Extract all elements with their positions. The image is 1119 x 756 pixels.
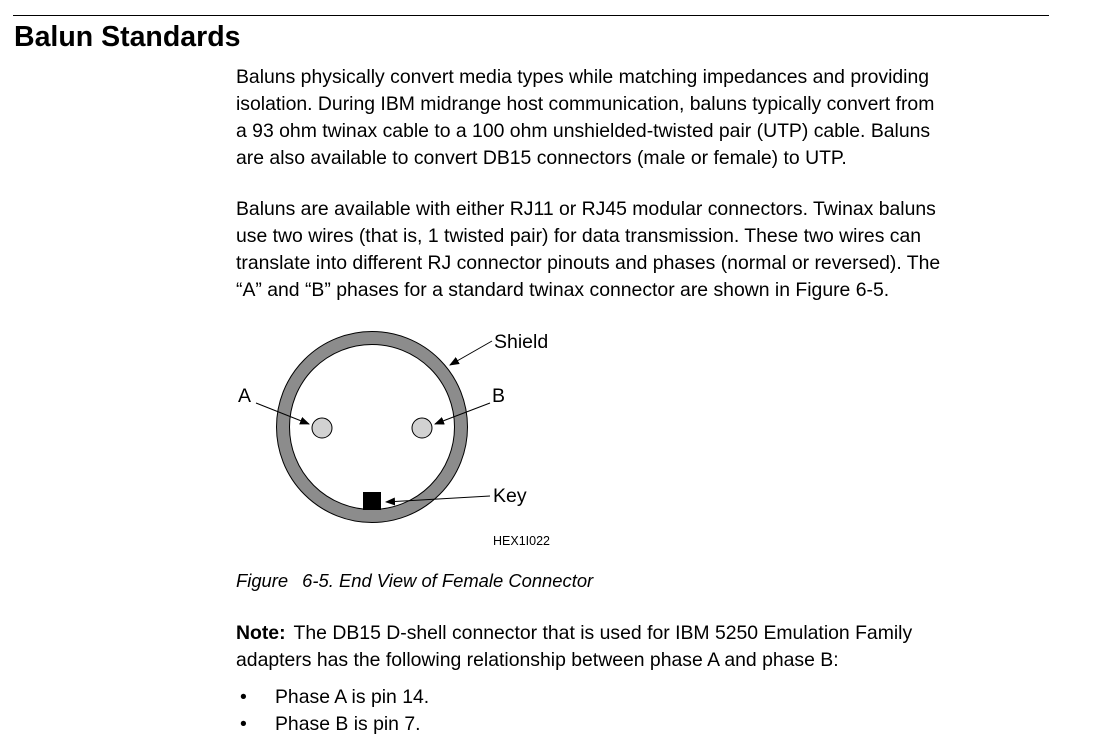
top-divider-rule (13, 15, 1049, 16)
b-label: B (492, 385, 506, 407)
paragraph-line: Baluns are available with either RJ11 or RJ45 modular connectors. Twinax baluns (236, 198, 936, 220)
note-line-text: The DB15 D-shell connector that is used for IBM 5250 Emulation Family (293, 622, 913, 644)
pin-a (312, 418, 332, 438)
paragraph-baluns-connectors (236, 196, 1056, 304)
list-item-text: Phase A is pin 14. (275, 686, 430, 708)
paragraph-line: Baluns physically convert media types while matching impedances and providing (236, 66, 930, 88)
figure-caption (236, 570, 1056, 592)
paragraph-line: translate into different RJ connector pinouts and phases (normal or reversed). The (236, 252, 941, 274)
figure-caption-label: Figure (236, 570, 289, 591)
list-item (236, 711, 1056, 738)
paragraph-line: a 93 ohm twinax cable to a 100 ohm unshielded-twisted pair (UTP) cable. Baluns (236, 120, 931, 142)
paragraph-line: use two wires (that is, 1 twisted pair) for data transmission. These two wires can (236, 225, 922, 247)
connector-figure (236, 330, 576, 560)
list-item-text: Phase B is pin 7. (275, 713, 421, 735)
paragraph-baluns-intro (236, 64, 1056, 172)
paragraph-line: isolation. During IBM midrange host communication, baluns typically convert from (236, 93, 935, 115)
key-leader-arrow (386, 496, 490, 502)
body-column (236, 64, 1056, 738)
shield-ring (283, 338, 461, 516)
list-item (236, 684, 1056, 711)
paragraph-line: “A” and “B” phases for a standard twinax connector are shown in Figure 6-5. (236, 279, 890, 301)
note-line: adapters has the following relationship between phase A and phase B: (236, 649, 839, 671)
section-heading: Balun Standards (14, 21, 241, 53)
figure-caption-text: End View of Female Connector (338, 570, 594, 591)
note-label: Note: (236, 622, 286, 644)
note-line (236, 620, 1056, 647)
phase-pin-list (236, 684, 1056, 738)
bullet-marker: • (240, 713, 247, 735)
pin-b (412, 418, 432, 438)
a-label: A (238, 385, 252, 407)
note-paragraph (236, 620, 1056, 674)
connector-diagram (236, 330, 576, 560)
shield-leader-arrow (450, 341, 492, 365)
paragraph-line: are also available to convert DB15 connectors (male or female) to UTP. (236, 147, 847, 169)
shield-label: Shield (494, 331, 549, 353)
figure-caption-number: 6-5. (302, 570, 334, 591)
key-label: Key (493, 485, 527, 507)
figure-code: HEX1I022 (493, 534, 550, 548)
key-block (363, 492, 381, 510)
bullet-marker: • (240, 686, 247, 708)
